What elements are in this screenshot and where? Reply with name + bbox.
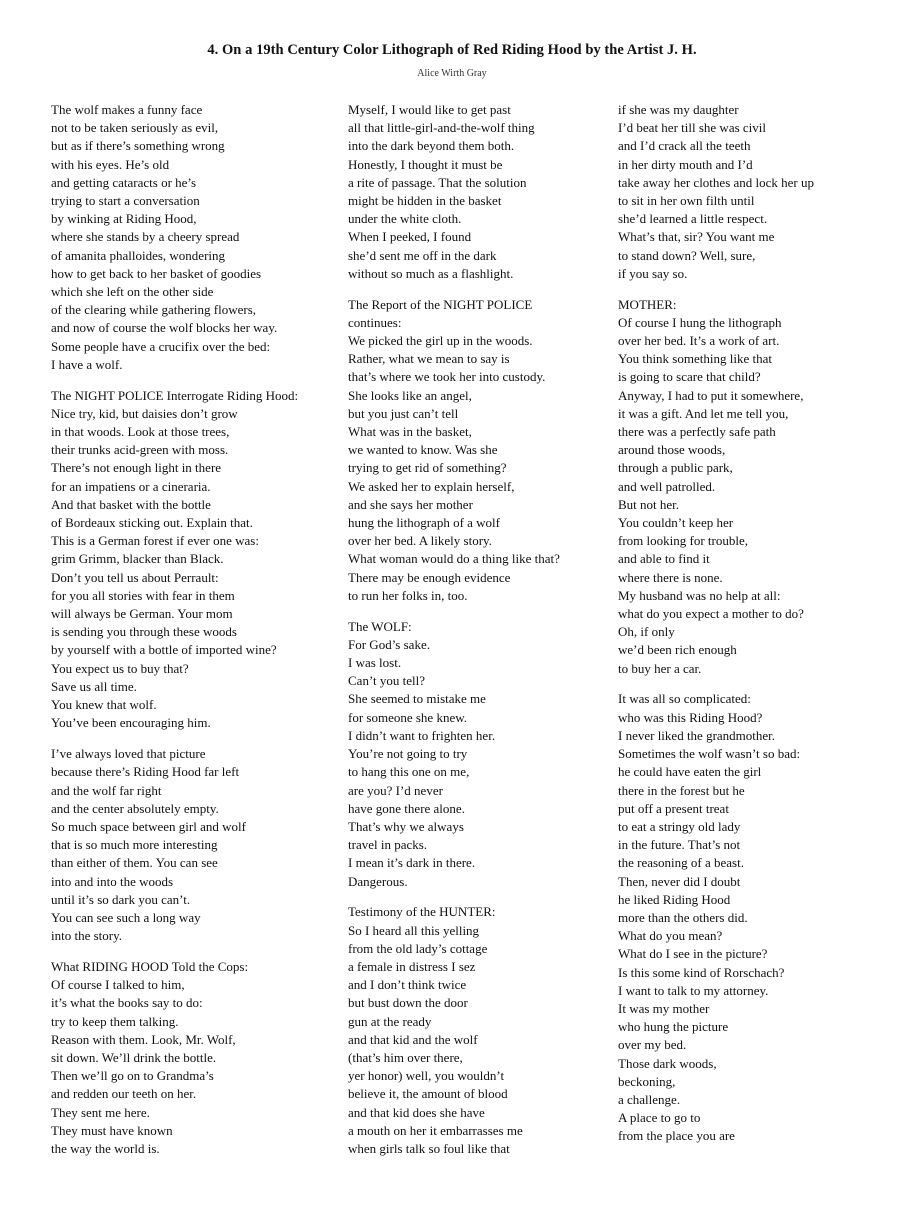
poem-line: we wanted to know. Was she: [348, 442, 498, 458]
poem-line: grim Grimm, blacker than Black.: [51, 551, 224, 567]
poem-line: Don’t you tell us about Perrault:: [51, 569, 219, 585]
poem-line: Is this some kind of Rorschach?: [618, 964, 785, 980]
poem-line: You knew that wolf.: [51, 697, 157, 713]
poem-line: into the dark beyond them both.: [348, 138, 515, 154]
poem-line: I never liked the grandmother.: [618, 727, 776, 743]
poem-line: from looking for trouble,: [618, 533, 748, 549]
poem-line: I have a wolf.: [51, 356, 123, 372]
poem-line: over her bed. A likely story.: [348, 533, 492, 549]
poem-line: which she left on the other side: [51, 284, 214, 300]
poem-line: I’d beat her till she was civil: [618, 120, 767, 136]
poem-line: Reason with them. Look, Mr. Wolf,: [51, 1031, 236, 1047]
poem-line: You couldn’t keep her: [618, 515, 734, 531]
poem-line: in that woods. Look at those trees,: [51, 424, 230, 440]
poem-line: My husband was no help at all:: [618, 587, 781, 603]
poem-line: over my bed.: [618, 1037, 687, 1053]
stanza: [51, 745, 298, 945]
poem-line: of amanita phalloides, wondering: [51, 247, 226, 263]
poem-line: and that kid and the wolf: [348, 1031, 478, 1047]
poem-line: You expect us to buy that?: [51, 660, 189, 676]
poem-line: it was a gift. And let me tell you,: [618, 405, 789, 421]
poem-line: Those dark woods,: [618, 1055, 717, 1071]
poem-line: he liked Riding Hood: [618, 891, 731, 907]
poem-line: for an impatiens or a cineraria.: [51, 478, 211, 494]
poem-line: who hung the picture: [618, 1019, 729, 1035]
poem-line: I didn’t want to frighten her.: [348, 727, 496, 743]
poem-line: not to be taken seriously as evil,: [51, 120, 219, 136]
poem-line: She seemed to mistake me: [348, 691, 486, 707]
poem-line: where there is none.: [618, 569, 723, 585]
poem-line: with his eyes. He’s old: [51, 156, 170, 172]
poem-line: The wolf makes a funny face: [51, 102, 203, 117]
poem-line: It was all so complicated:: [618, 691, 751, 707]
poem-line: Testimony of the HUNTER:: [348, 904, 496, 920]
poem-line: Honestly, I thought it must be: [348, 156, 503, 172]
stanza: [618, 690, 814, 1145]
poem-line: without so much as a flashlight.: [348, 265, 514, 281]
poem-line: it’s what the books say to do:: [51, 995, 203, 1011]
poem-line: and getting cataracts or he’s: [51, 174, 197, 190]
poem-line: What RIDING HOOD Told the Cops:: [51, 958, 249, 974]
poem-line: You can see such a long way: [51, 909, 201, 925]
poem-line: to stand down? Well, sure,: [618, 247, 756, 263]
poem-line: for you all stories with fear in them: [51, 587, 235, 603]
poem-line: Myself, I would like to get past: [348, 102, 511, 117]
poem-line: Rather, what we mean to say is: [348, 351, 510, 367]
poem-line: What woman would do a thing like that?: [348, 551, 560, 567]
stanza: [51, 101, 298, 374]
stanza: [348, 296, 560, 605]
poem-line: You think something like that: [618, 351, 772, 367]
poem-line: than either of them. You can see: [51, 855, 218, 871]
poem-line: Oh, if only: [618, 624, 675, 640]
poem-title: 4. On a 19th Century Color Lithograph of Red Riding Hood by the Artist J. H.: [207, 42, 697, 58]
poem-line: she’d learned a little respect.: [618, 211, 768, 227]
poem-line: They sent me here.: [51, 1104, 150, 1120]
poem-line: Then, never did I doubt: [618, 873, 741, 889]
poem-line: The WOLF:: [348, 618, 412, 634]
poem-line: and redden our teeth on her.: [51, 1086, 197, 1102]
poem-line: Of course I talked to him,: [51, 977, 185, 993]
poem-line: and the center absolutely empty.: [51, 800, 219, 816]
poem-line: and I don’t think twice: [348, 977, 467, 993]
poem-line: The NIGHT POLICE Interrogate Riding Hood:: [51, 387, 299, 403]
poem-line: Save us all time.: [51, 678, 137, 694]
poem-line: a female in distress I sez: [348, 958, 476, 974]
poem-line: will always be German. Your mom: [51, 606, 233, 622]
poem-line: gun at the ready: [348, 1013, 432, 1029]
poem-line: in her dirty mouth and I’d: [618, 156, 753, 172]
poem-line: around those woods,: [618, 442, 726, 458]
poem-line: a rite of passage. That the solution: [348, 174, 527, 190]
poem-author: Alice Wirth Gray: [417, 68, 487, 79]
poem-line: are you? I’d never: [348, 782, 443, 798]
poem-line: I mean it’s dark in there.: [348, 855, 476, 871]
poem-line: I want to talk to my attorney.: [618, 982, 769, 998]
poem-line: because there’s Riding Hood far left: [51, 764, 240, 780]
poem-line: You’re not going to try: [348, 746, 468, 762]
poem-line: where she stands by a cheery spread: [51, 229, 240, 245]
poem-line: beckoning,: [618, 1073, 676, 1089]
poem-line: that’s where we took her into custody.: [348, 369, 546, 385]
poem-line: that is so much more interesting: [51, 837, 218, 853]
poem-line: This is a German forest if ever one was:: [51, 533, 259, 549]
poem-line: by winking at Riding Hood,: [51, 211, 197, 227]
poem-line: MOTHER:: [618, 296, 677, 312]
stanza: [618, 296, 814, 678]
poem-line: to sit in her own filth until: [618, 193, 755, 209]
poem-line: I was lost.: [348, 655, 402, 671]
text-column-1: [51, 101, 298, 1158]
poem-line: Some people have a crucifix over the bed:: [51, 338, 271, 354]
poem-line: to buy her a car.: [618, 660, 702, 676]
poem-line: What do I see in the picture?: [618, 946, 768, 962]
poem-line: there in the forest but he: [618, 782, 745, 798]
poem-line: (that’s him over there,: [348, 1049, 463, 1065]
poem-line: of the clearing while gathering flowers,: [51, 302, 257, 318]
poem-line: So I heard all this yelling: [348, 922, 480, 938]
poem-line: You’ve been encouraging him.: [51, 715, 211, 731]
poem-line: Can’t you tell?: [348, 673, 426, 689]
poem-line: to run her folks in, too.: [348, 587, 468, 603]
poem-line: Nice try, kid, but daisies don’t grow: [51, 405, 238, 421]
poem-line: he could have eaten the girl: [618, 764, 762, 780]
poem-line: Dangerous.: [348, 873, 408, 889]
poem-line: how to get back to her basket of goodies: [51, 265, 262, 281]
poem-line: and I’d crack all the teeth: [618, 138, 751, 154]
poem-line: There may be enough evidence: [348, 569, 511, 585]
poem-line: when girls talk so foul like that: [348, 1140, 510, 1156]
poem-line: is sending you through these woods: [51, 624, 237, 640]
poem-line: They must have known: [51, 1122, 173, 1138]
poem-line: put off a present treat: [618, 800, 729, 816]
poem-line: and able to find it: [618, 551, 710, 567]
poem-line: That’s why we always: [348, 818, 464, 834]
poem-line: but as if there’s something wrong: [51, 138, 225, 154]
stanza: [51, 958, 298, 1158]
poem-line: a challenge.: [618, 1091, 681, 1107]
poem-line: is going to scare that child?: [618, 369, 761, 385]
poem-line: until it’s so dark you can’t.: [51, 891, 191, 907]
poem-line: There’s not enough light in there: [51, 460, 222, 476]
poem-line: through a public park,: [618, 460, 733, 476]
poem-line: But not her.: [618, 496, 680, 512]
poem-line: under the white cloth.: [348, 211, 462, 227]
poem-line: take away her clothes and lock her up: [618, 174, 815, 190]
poem-line: have gone there alone.: [348, 800, 465, 816]
poem-line: in the future. That’s not: [618, 837, 741, 853]
poem-line: try to keep them talking.: [51, 1013, 179, 1029]
poem-line: yer honor) well, you wouldn’t: [348, 1068, 505, 1084]
poem-line: for someone she knew.: [348, 709, 468, 725]
poem-line: all that little-girl-and-the-wolf thing: [348, 120, 535, 136]
poem-line: and that kid does she have: [348, 1104, 485, 1120]
poem-line: the reasoning of a beast.: [618, 855, 744, 871]
poem-line: When I peeked, I found: [348, 229, 472, 245]
poem-line: continues:: [348, 314, 402, 330]
poem-line: but you just can’t tell: [348, 405, 459, 421]
poem-line: And that basket with the bottle: [51, 496, 211, 512]
poem-line: I’ve always loved that picture: [51, 746, 206, 762]
poem-line: Then we’ll go on to Grandma’s: [51, 1068, 214, 1084]
stanza: [51, 387, 298, 733]
poem-line: She looks like an angel,: [348, 387, 472, 403]
poem-line: from the old lady’s cottage: [348, 940, 488, 956]
poem-line: sit down. We’ll drink the bottle.: [51, 1049, 217, 1065]
poem-line: We asked her to explain herself,: [348, 478, 515, 494]
poem-line: believe it, the amount of blood: [348, 1086, 508, 1102]
poem-line: What’s that, sir? You want me: [618, 229, 775, 245]
poem-line: might be hidden in the basket: [348, 193, 502, 209]
poem-line: Sometimes the wolf wasn’t so bad:: [618, 746, 801, 762]
poem-line: to hang this one on me,: [348, 764, 470, 780]
poem-line: a mouth on her it embarrasses me: [348, 1122, 523, 1138]
poem-line: but bust down the door: [348, 995, 468, 1011]
stanza: [348, 618, 560, 891]
poem-line: the way the world is.: [51, 1140, 160, 1156]
poem-line: to eat a stringy old lady: [618, 818, 741, 834]
poem-line: What do you mean?: [618, 928, 723, 944]
poem-line: we’d been rich enough: [618, 642, 737, 658]
stanza: [348, 101, 560, 283]
poem-line: who was this Riding Hood?: [618, 709, 763, 725]
poem-line: Of course I hung the lithograph: [618, 314, 782, 330]
text-column-3: [618, 101, 814, 1146]
poem-line: what do you expect a mother to do?: [618, 606, 804, 622]
poem-line: of Bordeaux sticking out. Explain that.: [51, 515, 253, 531]
stanza: [348, 903, 560, 1158]
poem-line: into and into the woods: [51, 873, 174, 889]
poem-line: into the story.: [51, 928, 123, 944]
poem-line: What was in the basket,: [348, 424, 472, 440]
poem-line: by yourself with a bottle of imported wine?: [51, 642, 277, 658]
text-column-2: [348, 101, 560, 1158]
poem-line: more than the others did.: [618, 909, 748, 925]
poem-line: if you say so.: [618, 265, 688, 281]
poem-line: Anyway, I had to put it somewhere,: [618, 387, 804, 403]
poem-line: So much space between girl and wolf: [51, 818, 246, 834]
poem-line: For God’s sake.: [348, 636, 430, 652]
poem-line: A place to go to: [618, 1110, 701, 1126]
poem-line: their trunks acid-green with moss.: [51, 442, 229, 458]
poem-line: We picked the girl up in the woods.: [348, 333, 533, 349]
poem-line: trying to get rid of something?: [348, 460, 507, 476]
poem-line: and now of course the wolf blocks her way.: [51, 320, 278, 336]
poem-line: trying to start a conversation: [51, 193, 200, 209]
poem-line: and well patrolled.: [618, 478, 716, 494]
poem-line: It was my mother: [618, 1000, 710, 1016]
poem-line: over her bed. It’s a work of art.: [618, 333, 780, 349]
poem-line: The Report of the NIGHT POLICE: [348, 296, 533, 312]
poem-line: from the place you are: [618, 1128, 735, 1144]
poem-line: travel in packs.: [348, 837, 428, 853]
poem-line: if she was my daughter: [618, 102, 739, 117]
poem-line: and she says her mother: [348, 496, 473, 512]
poem-line: and the wolf far right: [51, 782, 162, 798]
poem-line: there was a perfectly safe path: [618, 424, 776, 440]
stanza: [618, 101, 814, 283]
poem-line: hung the lithograph of a wolf: [348, 515, 500, 531]
poem-line: she’d sent me off in the dark: [348, 247, 497, 263]
